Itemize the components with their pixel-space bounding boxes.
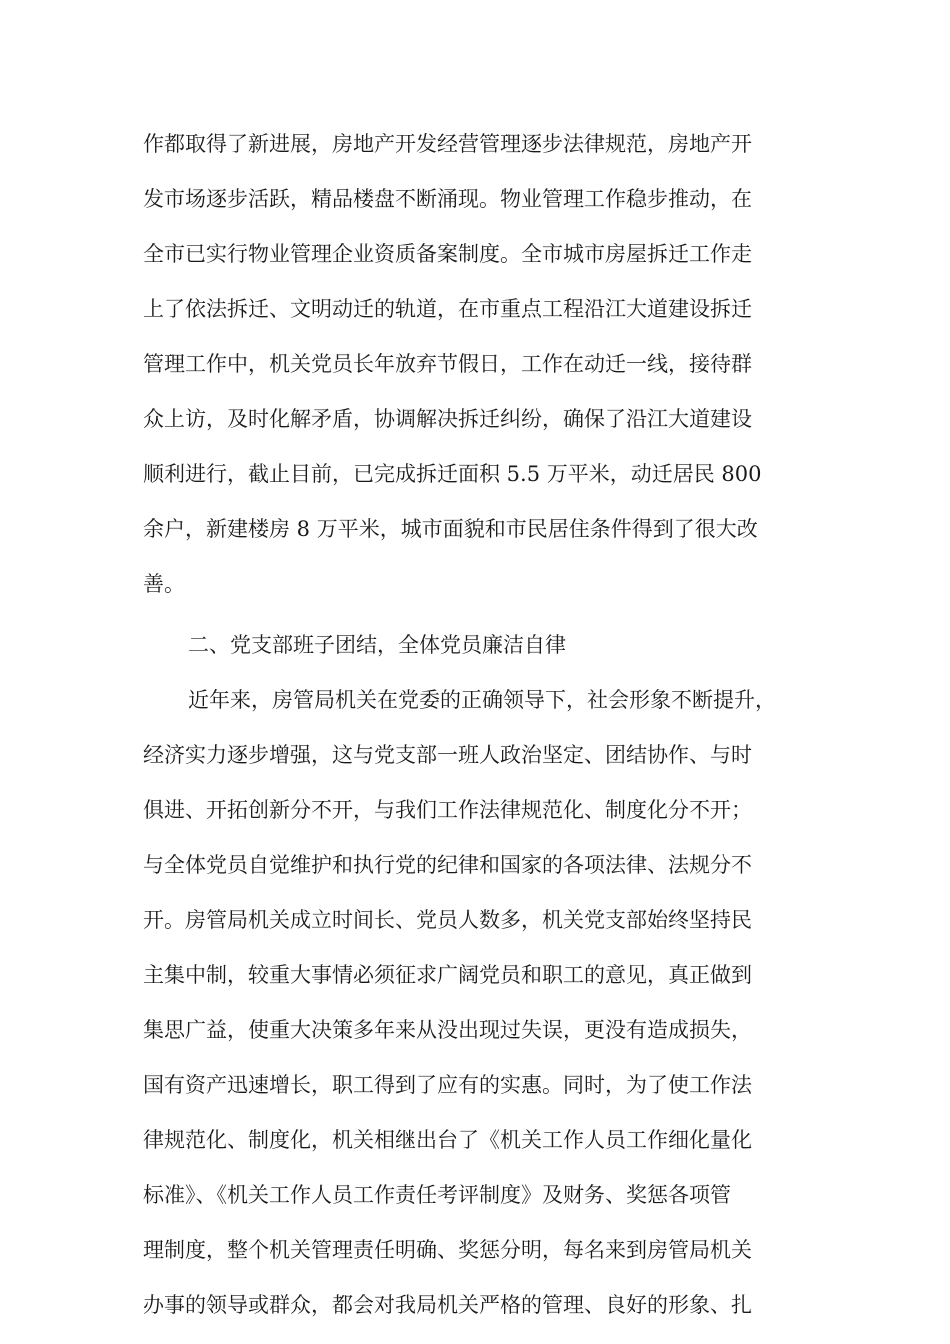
text-line: 律规范化、制度化，机关相继出台了《机关工作人员工作细化量化 bbox=[143, 1128, 752, 1152]
text-line: 集思广益，使重大决策多年来从没出现过失误，更没有造成损失， bbox=[143, 1018, 752, 1042]
text-line: 上了依法拆迁、文明动迁的轨道，在市重点工程沿江大道建设拆迁 bbox=[143, 297, 752, 321]
text-line: 全市已实行物业管理企业资质备案制度。全市城市房屋拆迁工作走 bbox=[143, 242, 752, 266]
text-line: 标准》、《机关工作人员工作责任考评制度》及财务、奖惩各项管 bbox=[143, 1183, 731, 1207]
text-line: 办事的领导或群众，都会对我局机关严格的管理、良好的形象、扎 bbox=[143, 1293, 752, 1317]
section-heading: 二、党支部班子团结，全体党员廉洁自律 bbox=[188, 633, 566, 657]
text-line: 众上访，及时化解矛盾，协调解决拆迁纠纷，确保了沿江大道建设 bbox=[143, 407, 752, 431]
text-line: 国有资产迅速增长，职工得到了应有的实惠。同时，为了使工作法 bbox=[143, 1073, 752, 1097]
text-line: 善。 bbox=[143, 572, 185, 596]
text-line: 管理工作中，机关党员长年放弃节假日，工作在动迁一线，接待群 bbox=[143, 352, 752, 376]
text-line: 理制度，整个机关管理责任明确、奖惩分明，每名来到房管局机关 bbox=[143, 1238, 752, 1262]
text-line: 与全体党员自觉维护和执行党的纪律和国家的各项法律、法规分不 bbox=[143, 853, 752, 877]
text-line: 顺利进行，截止目前，已完成拆迁面积 5.5 万平米，动迁居民 800 bbox=[143, 462, 762, 486]
text-line: 余户，新建楼房 8 万平米，城市面貌和市民居住条件得到了很大改 bbox=[143, 517, 758, 541]
text-line: 开。房管局机关成立时间长、党员人数多，机关党支部始终坚持民 bbox=[143, 908, 752, 932]
text-line: 俱进、开拓创新分不开，与我们工作法律规范化、制度化分不开； bbox=[143, 798, 752, 822]
text-line: 主集中制，较重大事情必须征求广阔党员和职工的意见，真正做到 bbox=[143, 963, 752, 987]
text-line: 经济实力逐步增强，这与党支部一班人政治坚定、团结协作、与时 bbox=[143, 743, 752, 767]
text-line: 发市场逐步活跃，精品楼盘不断涌现。物业管理工作稳步推动，在 bbox=[143, 187, 752, 211]
text-line: 作都取得了新进展，房地产开发经营管理逐步法律规范，房地产开 bbox=[143, 132, 752, 156]
text-line: 近年来，房管局机关在党委的正确领导下，社会形象不断提升， bbox=[188, 688, 776, 712]
